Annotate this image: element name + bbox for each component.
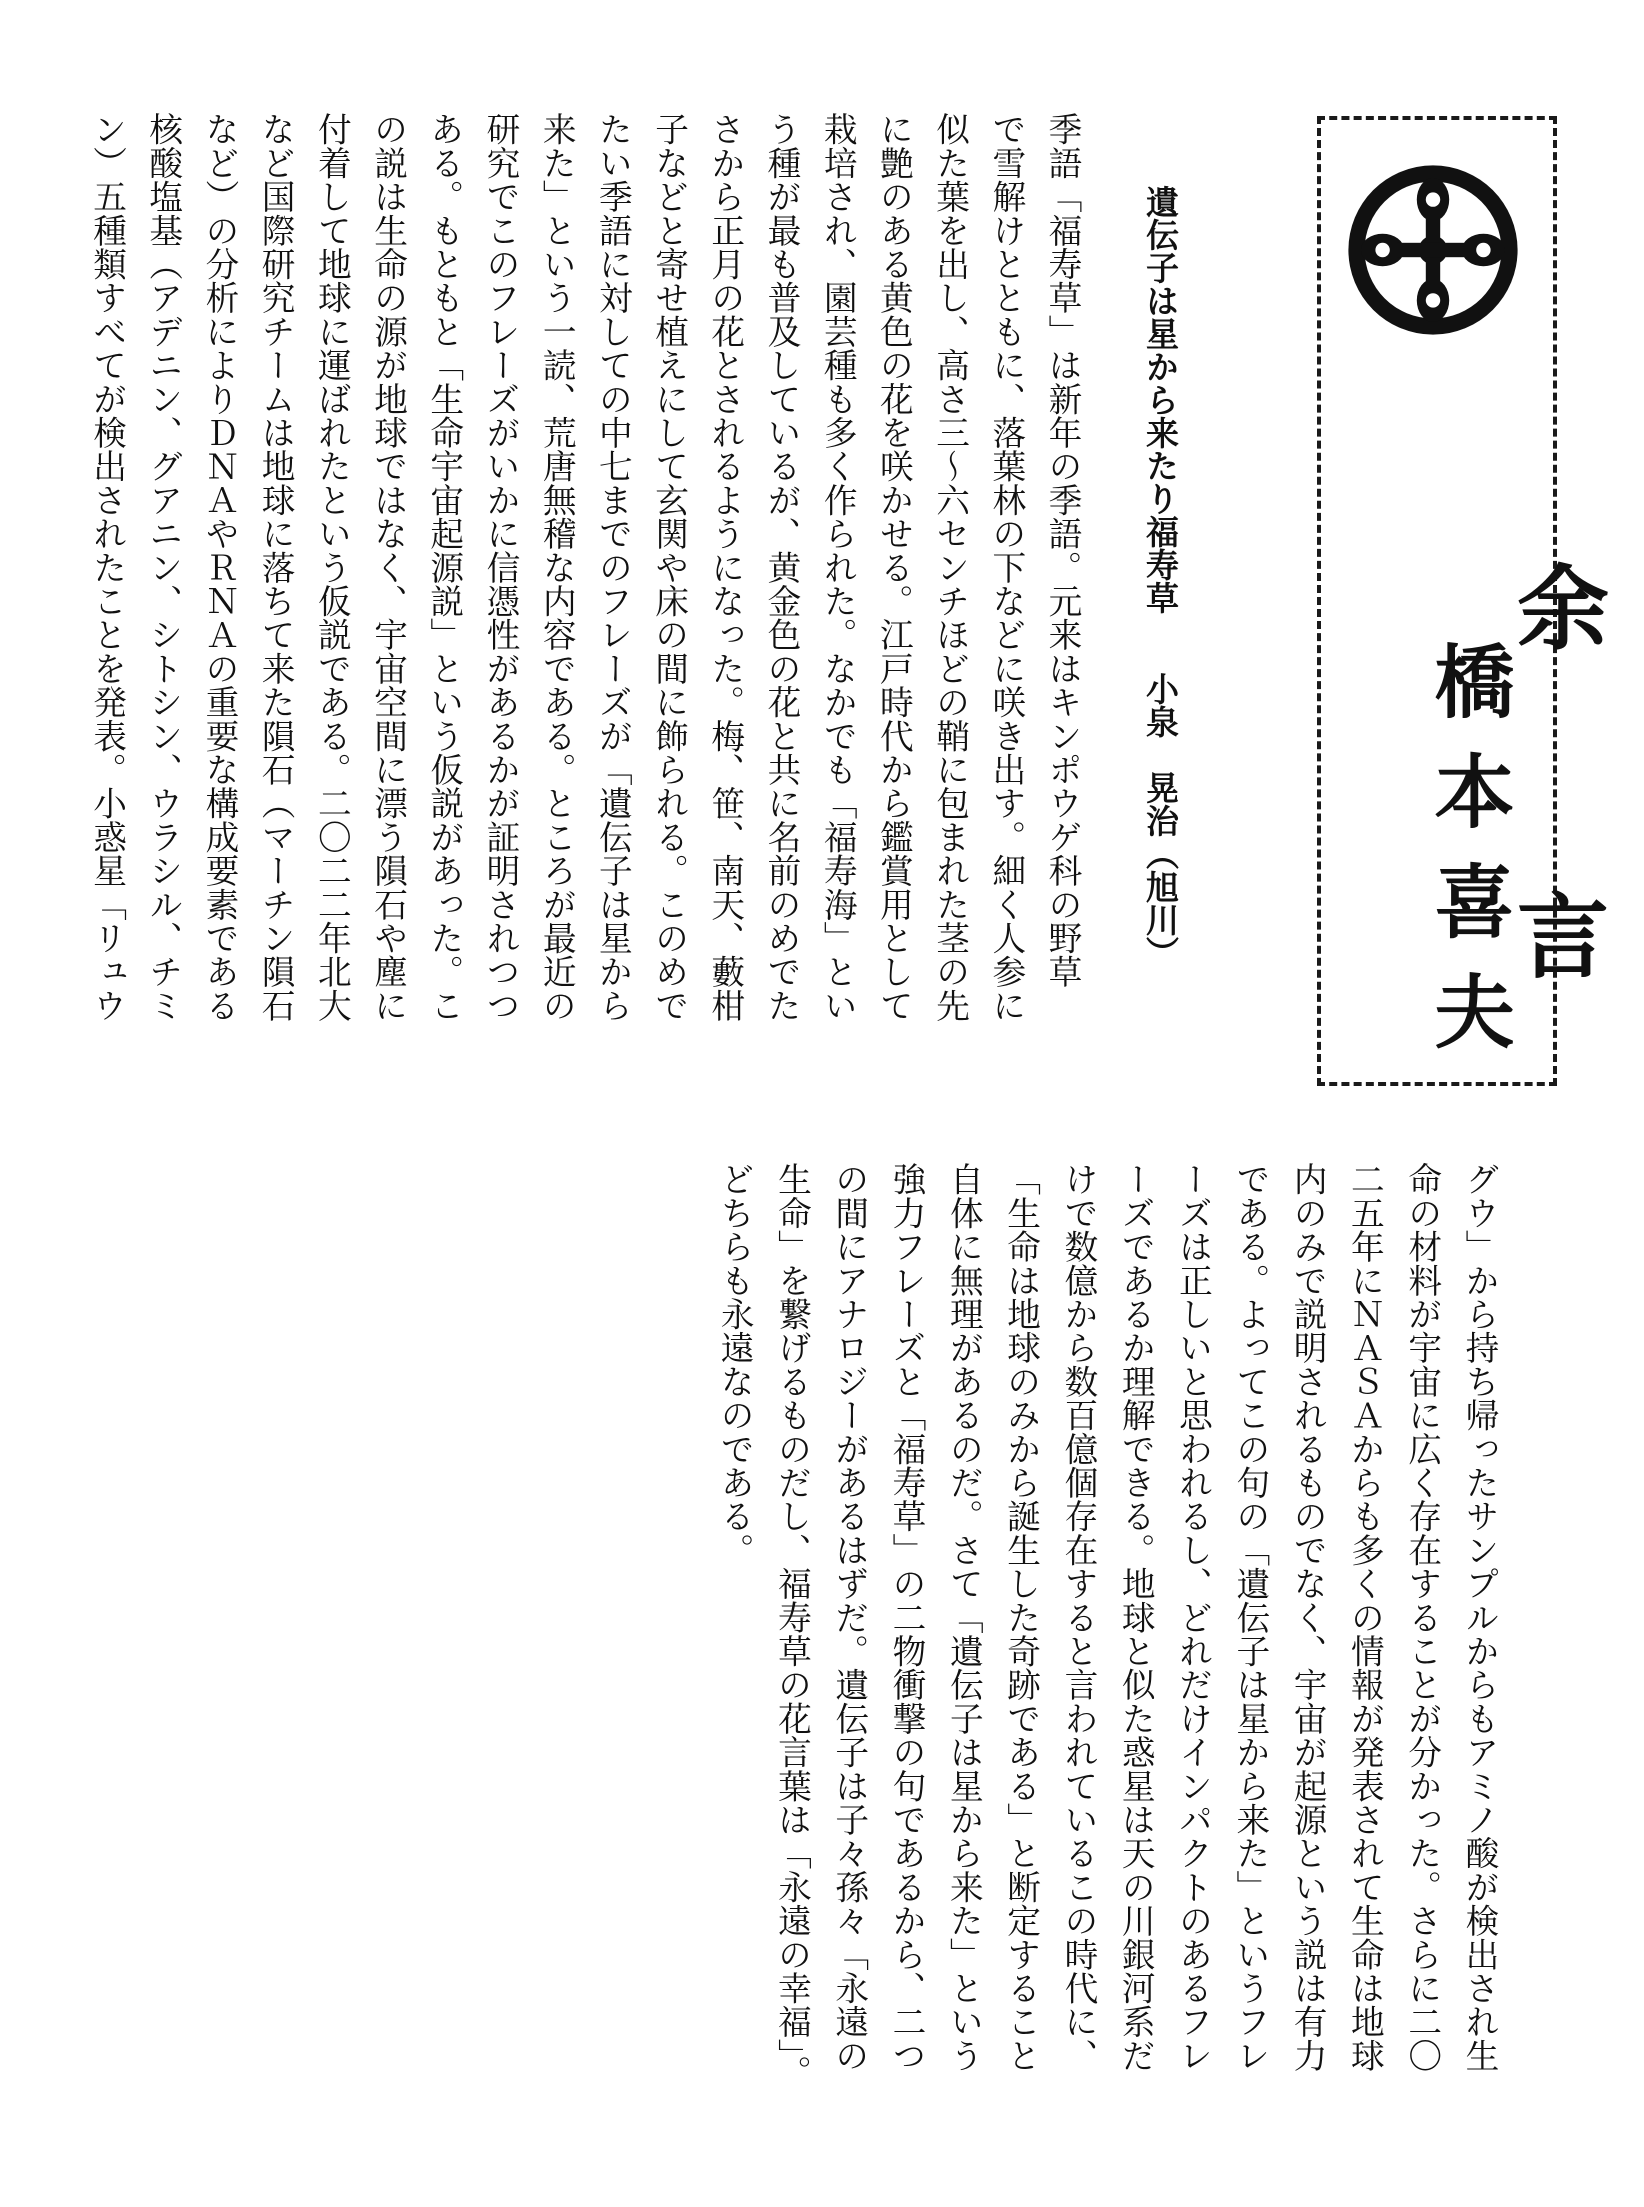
commentary-line: 季語「福寿草」は新年の季語。元来はキンポウゲ科の野草 xyxy=(1043,112,1082,989)
column-emblem-icon xyxy=(1343,160,1523,340)
commentary-line: 似た葉を出し、高さ三〜六センチほどの鞘に包まれた茎の先 xyxy=(930,112,970,1022)
commentary-line: けで数億から数百億個存在すると言われているこの時代に、 xyxy=(1058,1162,1098,2072)
commentary-line: 来た」という一読、荒唐無稽な内容である。ところが最近の xyxy=(537,112,577,1022)
column-title: 余 言 xyxy=(1502,560,1610,980)
commentary-line: 研究でこのフレーズがいかに信憑性があるかが証明されつつ xyxy=(480,112,520,1022)
commentary-line: など国際研究チームは地球に落ちて来た隕石（マーチン隕石 xyxy=(256,112,296,1022)
commentary-line: である。よってこの句の「遺伝子は星から来た」というフレ xyxy=(1230,1162,1270,2072)
commentary-line: 二五年にＮＡＳＡからも多くの情報が発表されて生命は地球 xyxy=(1345,1162,1385,2072)
commentary-line: 栽培され、園芸種も多く作られた。なかでも「福寿海」とい xyxy=(818,112,858,1022)
commentary-line: どちらも永遠なのである。 xyxy=(715,1162,755,1567)
haiku-poet: 小泉 晃治（旭川） xyxy=(1141,672,1180,969)
commentary-line: 子などと寄せ植えにして玄関や床の間に飾られる。このめで xyxy=(649,112,689,1022)
commentary-line: の間にアナロジーがあるはずだ。遺伝子は子々孫々「永遠の xyxy=(829,1162,869,2072)
commentary-line: さから正月の花とされるようになった。梅、笹、南天、藪柑 xyxy=(705,112,745,1022)
commentary-line: に艶のある黄色の花を咲かせる。江戸時代から鑑賞用として xyxy=(874,112,914,1022)
commentary-line: など）の分析によりＤＮＡやＲＮＡの重要な構成要素である xyxy=(199,112,239,1022)
commentary-line: たい季語に対しての中七までのフレーズが「遺伝子は星から xyxy=(593,112,633,1022)
commentary-line: 「生命は地球のみから誕生した奇跡である」と断定すること xyxy=(1001,1162,1041,2072)
commentary-line: ン）五種類すべてが検出されたことを発表。小惑星「リュウ xyxy=(87,112,127,1022)
commentary-line: ーズであるか理解できる。地球と似た惑星は天の川銀河系だ xyxy=(1116,1162,1156,2072)
commentary-text-bottom xyxy=(706,1162,1508,2162)
commentary-text-top xyxy=(78,112,1090,1112)
commentary-line: 強力フレーズと「福寿草」の二物衝撃の句であるから、二つ xyxy=(887,1162,927,2072)
commentary-line: う種が最も普及しているが、黄金色の花と共に名前のめでた xyxy=(761,112,801,1022)
featured-haiku-line xyxy=(1141,185,1180,1080)
haiku-text: 遺伝子は星から来たり福寿草 xyxy=(1141,185,1180,614)
commentary-line: 自体に無理があるのだ。さて「遺伝子は星から来た」という xyxy=(944,1162,984,2072)
commentary-line: の説は生命の源が地球ではなく、宇宙空間に漂う隕石や塵に xyxy=(368,112,408,1022)
commentary-line: 核酸塩基（アデニン、グアニン、シトシン、ウラシル、チミ xyxy=(143,112,183,1022)
author-name: 橋本喜夫 xyxy=(1421,640,1515,1050)
commentary-line: 付着して地球に運ばれたという仮説である。二〇二二年北大 xyxy=(312,112,352,1022)
commentary-line: 生命」を繋げるものだし、福寿草の花言葉は「永遠の幸福」。 xyxy=(772,1162,812,2089)
commentary-line: で雪解けとともに、落葉林の下などに咲き出す。細く人参に xyxy=(986,112,1026,1022)
commentary-line: ーズは正しいと思われるし、どれだけインパクトのあるフレ xyxy=(1173,1162,1213,2072)
commentary-line: ある。もともと「生命宇宙起源説」という仮説があった。こ xyxy=(424,112,464,1022)
commentary-line: 内のみで説明されるものでなく、宇宙が起源という説は有力 xyxy=(1288,1162,1328,2072)
commentary-line: グウ」から持ち帰ったサンプルからもアミノ酸が検出され生 xyxy=(1460,1162,1499,2072)
commentary-line: 命の材料が宇宙に広く存在することが分かった。さらに二〇 xyxy=(1402,1162,1442,2072)
